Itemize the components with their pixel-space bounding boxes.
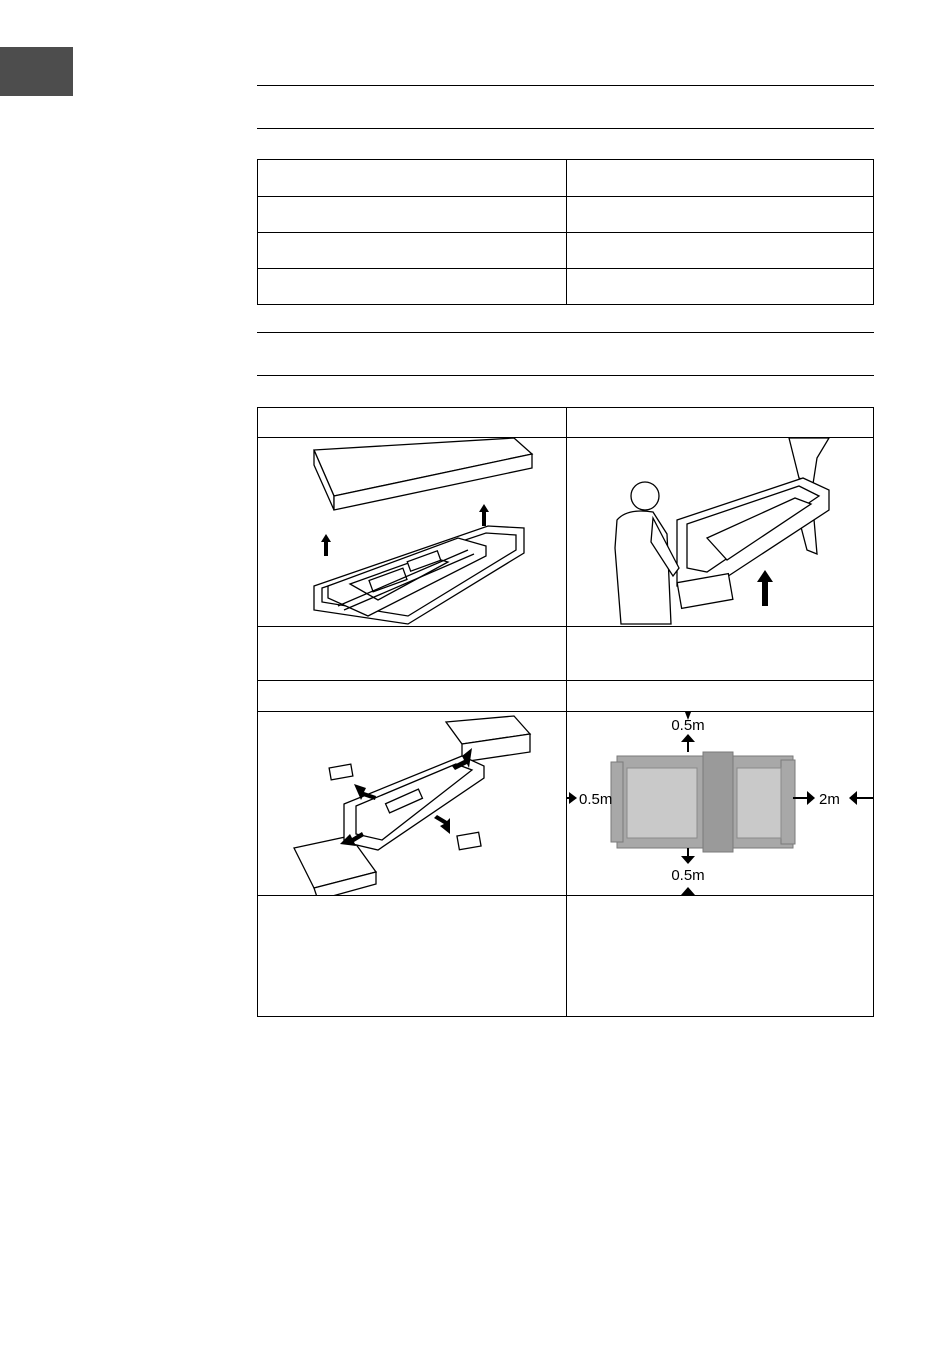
front-clearance-label: 0.5m <box>671 717 705 734</box>
row-divider <box>258 680 873 681</box>
figure-placement-clearance <box>567 712 875 895</box>
row-divider <box>258 895 873 896</box>
row-divider <box>258 268 873 269</box>
unpacking-table <box>257 407 874 1017</box>
specs-table <box>257 159 874 305</box>
section-heading-rule-top <box>257 85 874 86</box>
left-clearance-label: 0.5m <box>579 791 613 808</box>
figure-remove-packaging <box>258 712 566 895</box>
section-heading-rule-bottom <box>257 375 874 376</box>
back-clearance-label: 0.5m <box>671 867 705 884</box>
right-clearance-label: 2m <box>819 791 840 808</box>
lift-up-arrow-icon <box>757 570 773 606</box>
language-tab <box>0 47 73 96</box>
row-divider <box>258 626 873 627</box>
section-heading-rule-bottom <box>257 128 874 129</box>
figure-box-lid-removal <box>258 438 566 626</box>
figure-two-person-lift <box>567 438 875 626</box>
section-heading-rule-top <box>257 332 874 333</box>
row-divider <box>258 196 873 197</box>
row-divider <box>258 232 873 233</box>
